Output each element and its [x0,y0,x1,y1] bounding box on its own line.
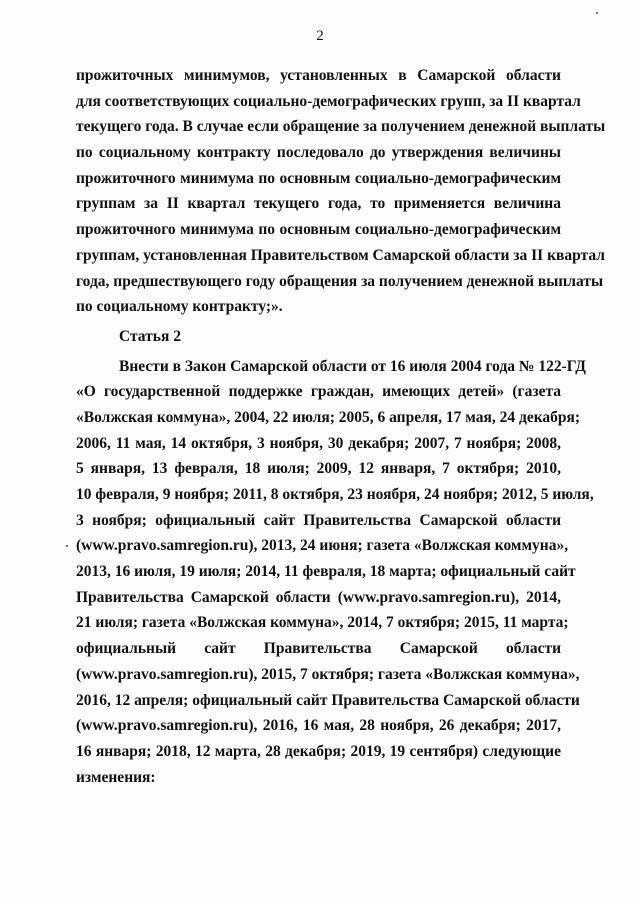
text-line: текущего года. В случае если обращение за получением денежной выплаты [76,118,606,136]
text-line: Внести в Закон Самарской области от 16 июля 2004 года № 122-ГД [119,357,586,375]
text-line: 10 февраля, 9 ноября; 2011, 8 октября, 23 ноября, 24 ноября; 2012, 5 июля, [76,486,594,503]
text-line: 2016, 12 апреля; официальный сайт Правительства Самарской области [76,691,580,709]
text-line: 2013, 16 июля, 19 июля; 2014, 11 февраля, 18 марта; официальный сайт [76,563,576,581]
document-body [76,63,606,790]
scan-speck [66,545,68,547]
paragraph-continuation [76,63,606,320]
text-line: (www.pravo.samregion.ru), 2015, 7 октября; газета «Волжская коммуна», [76,665,580,683]
text-line: (www.pravo.samregion.ru), 2016, 16 мая, 28 ноября, 26 декабря; 2017, [76,717,561,735]
text-line: прожиточных минимумов, установленных в Самарской области [76,67,561,84]
text-line: 2006, 11 мая, 14 октября, 3 ноября, 30 декабря; 2007, 7 ноября; 2008, [76,434,561,452]
text-line: прожиточного минимума по основным социально-демографическим [76,221,561,239]
text-line: официальный сайт Правительства Самарской области [76,640,561,658]
text-line: по социальному контракту последовало до утверждения величины [76,144,561,162]
text-line: 21 июля; газета «Волжская коммуна», 2014, 7 октября; 2015, 11 марта; [76,614,569,632]
text-line: для соответствующих социально-демографических групп, за II квартал [76,92,581,110]
article-2-paragraph [76,354,594,791]
text-line: 16 января; 2018, 12 марта, 28 декабря; 2019, 19 сентября) следующие [76,742,561,760]
text-line: 5 января, 13 февраля, 18 июля; 2009, 12 января, 7 октября; 2010, [76,460,561,478]
text-line: 3 ноября; официальный сайт Правительства Самарской области [76,511,561,529]
text-line: группам за II квартал текущего года, то применяется величина [76,195,561,213]
text-line: Правительства Самарской области (www.pravo.samregion.ru), 2014, [76,588,561,606]
text-line: группам, установленная Правительством Самарской области за II квартал [76,246,605,264]
text-line: года, предшествующего году обращения за получением денежной выплаты [76,272,604,290]
text-line: прожиточного минимума по основным социально-демографическим [76,169,561,187]
scan-speck [596,12,598,14]
text-line: «Волжская коммуна», 2004, 22 июля; 2005, 6 апреля, 17 мая, 24 декабря; [76,408,581,426]
article-heading: Статья 2 [119,327,181,345]
page-number: 2 [316,28,324,44]
text-line: по социальному контракту;». [76,298,283,316]
text-line: изменения: [76,768,156,786]
text-line: (www.pravo.samregion.ru), 2013, 24 июня; газета «Волжская коммуна», [76,537,569,555]
text-line: «О государственной поддержке граждан, имеющих детей» (газета [76,383,561,401]
